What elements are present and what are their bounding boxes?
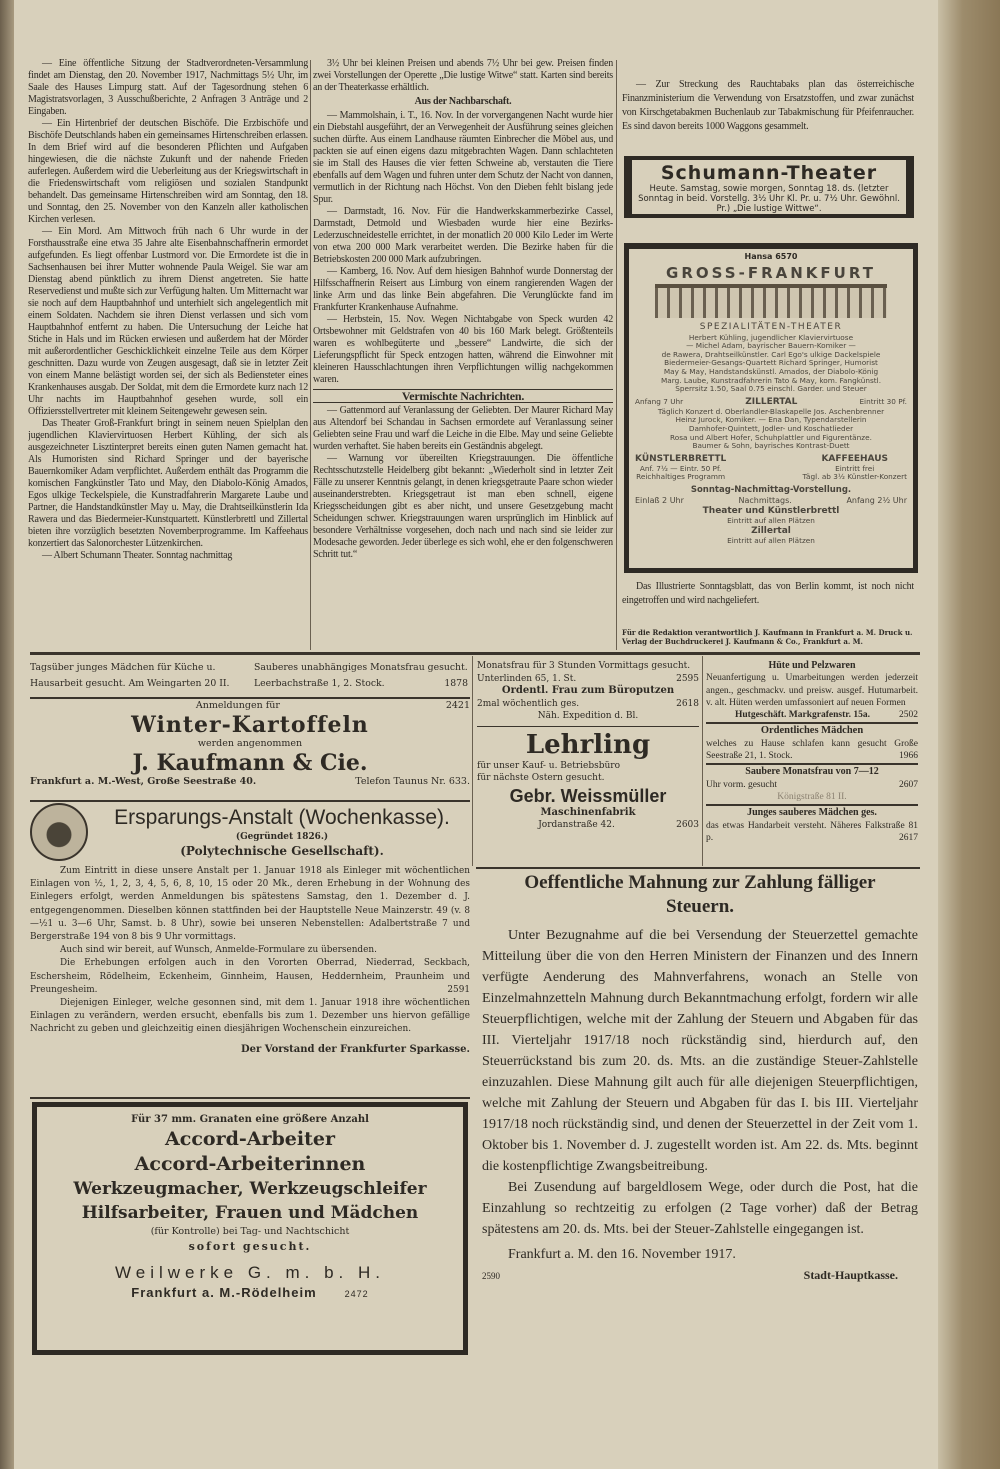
ad-lehrling-title: Lehrling <box>525 729 651 760</box>
phone-number: Hansa 6570 <box>744 252 798 261</box>
classified-monatsfrau <box>254 660 468 696</box>
ad-text: Hutgeschäft. Markgrafenstr. 15a. <box>734 710 870 721</box>
kuenstlerbrettl-info: Anf. 7½ — Eintr. 50 Pf. <box>639 463 722 473</box>
column-divider <box>702 656 703 866</box>
ad-text: Königstraße 81 II. <box>777 791 847 802</box>
program-line: Heinz Jurock, Komiker. — Ena Dan, Typendarstellerin <box>675 415 867 425</box>
page-binding-edge <box>938 0 1000 1469</box>
ad-text: Neuanfertigung u. Umarbeitungen werden jederzeit angen., geschmackv. und preisw. ausgef. Hutumarbeit. v. alt. Hüten werden umfassoniert auf neuen Formen <box>706 673 918 708</box>
ad-paragraph: Diejenigen Einleger, welche gesonnen sind, mit dem 1. Januar 1918 ihre wöchentlichen Einlagen zu verändern, werden ersucht, ebenfalls bis zum 1. Dezember uns hiervon gefällige Nachricht zu geben und gleichzeitig einen diesjährigen Wochenschein einzureichen. <box>30 998 470 1035</box>
ad-text: das etwas Handarbeit versteht. Näheres Falkstraße 81 p. <box>706 820 918 843</box>
article-rauchtabak: — Zur Streckung des Rauchtabaks plan das österreichische Finanzministerium die Verwendung von Ersatzstoffen, und zwar zunächst von Kirschgetabakmen Buchenlaub zur Tabakmischung für Pfeifenraucher. Es sind davon bereits 1000 Waggons gesammelt. <box>622 79 914 132</box>
article-stadtverordneten: — Eine öffentliche Sitzung der Stadtverordneten-Versammlung findet am Dienstag, den 20. November 1917, Nachmittags 5½ Uhr, im Saale des Hauses Limpurg statt. Auf der Tagesordnung stehen 6 Magistratsvorlagen, 3 Ausschußberichte, 2 Anfragen 3 Anträge und 2 Eingaben. <box>28 58 308 117</box>
kaffeehaus-info: Tägl. ab 3½ Künstler-Konzert <box>802 472 907 482</box>
ad-title: Ordentl. Frau zum Büroputzen <box>501 685 675 696</box>
ad-text: Maschinenfabrik <box>540 806 636 818</box>
ad-text: 2mal wöchentlich ges. <box>477 698 580 709</box>
ad-text: Uhr vorm. gesucht <box>706 779 777 790</box>
notice-sonntagsblatt <box>622 580 914 624</box>
notice-text: Das Illustrierte Sonntagsblatt, das von Berlin kommt, ist noch nicht eingetroffen und wird nachgeliefert. <box>622 581 914 606</box>
start-time: Anfang 2½ Uhr <box>846 495 907 505</box>
ad-weilwerke <box>32 1102 468 1355</box>
entry-info: Eintritt auf allen Plätzen <box>727 515 815 525</box>
ad-text: (für Kontrolle) bei Tag- und Nachtschicht <box>150 1226 350 1237</box>
theater-building-image <box>655 284 887 318</box>
ad-headline: Accord-Arbeiterinnen <box>134 1153 366 1175</box>
program-line: Baumer & Sohn, bayrisches Kontrast-Duett <box>692 441 850 451</box>
ad-title: Junges sauberes Mädchen ges. <box>747 807 877 819</box>
ad-text: sofort gesucht. <box>188 1240 312 1253</box>
ad-title: Ordentliches Mädchen <box>760 725 864 737</box>
ad-paragraph: Zum Eintritt in diese unsere Anstalt per 1. Januar 1918 als Einleger mit wöchentlichen Einlagen von ½, 1, 2, 3, 4, 5, 6, 8, 10, 15 oder 20 Mk., deren Erhebung in der Wohnung des Einlegers erfolgt, werden Anmeldungen bis spätestens Samstag, den 1. Dezember d. J. entgegengenommen. Dieselben können stattfinden bei der Hauptstelle Neue Mainzerstr. 49 (v. 8—½1 u. 3—6 Uhr, Samst. b. 8 Uhr), sowie bei unseren Nebenstellen: Adalbertstraße 7 und Bergerstraße 194 von 8 bis 9 Uhr vormittags. <box>30 866 470 943</box>
ad-text: Monatsfrau für 3 Stunden Vormittags gesucht. Unterlinden 65, 1. St. <box>477 661 691 684</box>
ad-society: (Polytechnische Gesellschaft). <box>180 844 384 859</box>
kaffeehaus-info: Eintritt frei <box>835 463 875 473</box>
notice-date: Frankfurt a. M. den 16. November 1917. <box>508 1247 736 1262</box>
ad-address: Jordanstraße 42. <box>538 820 615 830</box>
column-divider <box>616 60 617 650</box>
ad-title: Saubere Monatsfrau von 7—12 <box>745 766 879 778</box>
divider <box>30 800 470 802</box>
ad-title: Hüte und Pelzwaren <box>768 660 856 671</box>
article-schumann-continued: 3½ Uhr bei kleinen Preisen und abends 7½ Uhr bei gew. Preisen finden zwei Vorstellungen der Operette „Die lustige Witwe“ statt. Karten sind bereits an der Theaterkasse erhältlich. <box>313 58 613 93</box>
article-kriegstrauungen: — Warnung vor übereilten Kriegstrauungen. Die öffentliche Rechtsschutzstelle Heidelberg gibt bekannt: „Wiederholt sind in letzter Zeit Fälle zu unserer Kenntnis gelangt, in denen kriegsgetraute Paare schon wieder auseinanderstrebten. Kriegsgetraut ist man eben schnell, eigene Kriegsscheidungen gibt es aber nicht, und unsere Gesetzgebung macht Scheidungen schwer. Kriegstrauungen waren ursprünglich im Hinblick auf besondere Verhältnisse vorgesehen, doch nach und nach sind sie leider zur Modesache geworden. Jeder überlege es sich wohl, ehe er den folgenschweren Schritt tut.“ <box>313 453 613 560</box>
ad-number: 2502 <box>899 710 918 721</box>
article-gattenmord: — Gattenmord auf Veranlassung der Geliebten. Der Maurer Richard May aus Altendorf bei Schandau in Sachsen ermordete auf Veranlassung seiner Geliebten seine Frau und warf die Leiche in die Elbe. May und seine Geliebte wurden verhaftet. Sie haben bereits ein Geständnis abgelegt. <box>313 405 613 452</box>
ad-number: 2617 <box>899 832 918 843</box>
notice-signature: Stadt-Hauptkasse. <box>803 1268 898 1282</box>
column-ads <box>622 78 914 148</box>
program-line: Marg. Laube, Kunstradfahrerin Tato & May, kom. Fangkünstl. <box>660 375 882 385</box>
ad-firm: J. Kaufmann & Cie. <box>132 750 368 776</box>
ad-address: Frankfurt a. M.-Rödelheim <box>131 1285 317 1300</box>
kuenstlerbrettl-heading: KÜNSTLERBRETTL <box>635 453 727 464</box>
ad-text: für nächste Ostern gesucht. <box>477 773 605 783</box>
admission-time: Einlaß 2 Uhr <box>635 495 684 505</box>
ad-number: 2607 <box>899 779 918 790</box>
section-divider <box>30 652 920 655</box>
ad-text: für unser Kauf- u. Betriebsbüro <box>477 760 621 771</box>
ad-signature: Der Vorstand der Frankfurter Sparkasse. <box>240 1043 470 1055</box>
ad-paragraph: Die Erhebungen erfolgen auch in den Vororten Oberrad, Niederrad, Seckbach, Eschersheim, Rödelheim, Eckenheim, Ginnheim, Hausen, Heddernheim, Praunheim und Preungesheim. <box>30 958 470 995</box>
ad-text: Näh. Expedition d. Bl. <box>537 711 639 721</box>
ad-firm: Weilwerke G. m. b. H. <box>115 1263 385 1282</box>
program-line: Herbert Kühling, jugendlicher Klaviervirtuose <box>688 332 854 342</box>
column-regional-news <box>313 58 613 652</box>
heading: SPEZIALITÄTEN-THEATER <box>699 321 843 332</box>
zillertal-heading: Zillertal <box>751 525 791 536</box>
beehive-emblem-icon <box>30 803 88 861</box>
entry-price: Eintritt 30 Pf. <box>859 396 907 406</box>
program-line: de Rawera, Drahtseilkünstler. Carl Ego's ulkige Dackelspiele <box>661 349 881 359</box>
ad-text: Heute. Samstag, sowie morgen, Sonntag 18. ds. (letzter Sonntag in beid. Vorstellg. 3½ Uhr Kl. Pr. u. 7½ Uhr. Gewöhnl. Pr.) „Die lustige Wittwe“. <box>638 184 900 214</box>
ad-text: werden angenommen <box>197 738 303 749</box>
ad-number: 2618 <box>676 698 699 709</box>
program-line: Biedermeier-Gesangs-Quartett Richard Springer, Humorist <box>664 358 878 368</box>
section-heading-nachbarschaft: Aus der Nachbarschaft. <box>414 96 512 107</box>
ad-title: Winter-Kartoffeln <box>131 712 369 738</box>
page-left-edge <box>0 0 14 1469</box>
divider <box>30 1097 470 1099</box>
notice-paragraph: Unter Bezugnahme auf die bei Versendung der Steuerzettel gemachte Mitteilung über die von den Herren Ministern der Finanzen und des Innern verfügte Aenderung des Mahnverfahrens, wonach an Stelle von Einzelmahnzetteln Mahnung durch Bekanntmachung erfolgt, fordern wir alle Steuerpflichtigen, welche mit der Zahlung der Steuern und Abgaben für das III. Vierteljahr 1917/18 noch rückständig sind, hierdurch auf, den Steuerrückstand bis zum 20. ds. Mts. an die zuständige Steuer-Zahlstelle einzuzahlen. Diese Mahnung gilt auch für alle diejenigen Steuerpflichtigen, welche mit Zahlung der Steuern und Abgaben für das I. bis III. Vierteljahr 1917/18 noch rückständig sind, und denen der Steuerzettel in der Zeit vom 1. Oktober bis 1. November d. J. zugestellt worden ist. Am 22. ds. Mts. beginnt die kostenpflichtige Zwangsbeitreibung. <box>482 928 918 1174</box>
ad-number: 1878 <box>444 678 468 689</box>
ad-header <box>30 803 470 861</box>
ad-text: welches zu Hause schlafen kann gesucht Große Seestraße 21, 1. Stock. <box>706 738 918 762</box>
divider <box>476 867 920 869</box>
ad-title: Schumann-Theater <box>660 162 878 184</box>
ad-number: 1966 <box>899 751 918 762</box>
article-kamberg: — Kamberg, 16. Nov. Auf dem hiesigen Bahnhof wurde Donnerstag der Hilfsschaffnerin Reisert aus Limburg von einem rangierenden Wagen der linke Arm und das linke Bein abgefahren. Die Verunglückte fand im Frankfurter Krankenhause Aufnahme. <box>313 266 613 313</box>
sunday-show: Sonntag-Nachmittag-Vorstellung. <box>690 484 852 495</box>
logo: GROSS-FRANKFURT <box>666 263 876 282</box>
program-line: Täglich Konzert d. Oberlandler-Blaskapelle Jos. Aschenbrenner <box>657 406 885 416</box>
imprint: Für die Redaktion verantwortlich J. Kaufmann in Frankfurt a. M. Druck u. Verlag der Buchdruckerei J. Kaufmann & Co., Frankfurt a. M. <box>622 628 913 646</box>
ad-firm: Gebr. Weissmüller <box>509 785 667 806</box>
article-theater-gross-frankfurt: Das Theater Groß-Frankfurt bringt in seinem neuen Spielplan den jugendlichen Klaviervirtuosen Herbert Kühling, der sich als ausgezeichneter Lisztinterpret bereits einen guten Namen gemacht hat. Als Humoristen sind Richard Springer und der bayerische Bauernkomiker Adam verpflichtet. Außerdem enthält das Programm die komischen Fangkünstler Tato und May, den Diabolo-König Amados, Egos ulkige Teckelspiele, die Kunstradfahrerin Margarete Laube und Partner, die Handstandkünstler May u. May, die Drahtseilkünstlerin Ida Rawera und das Biedermeier-Kunstquartett. Künstlerbrettl und Zillertal bieten ihre vorzüglich besetzten Novemberprogramme. Im Kaffeehaus konzertiert das Salonorchester Lützenkirchen. <box>28 418 308 549</box>
start-time: Anfang 7 Uhr <box>635 396 684 406</box>
ad-headline: Werkzeugmacher, Werkzeugschleifer <box>73 1179 427 1199</box>
column-local-news <box>28 58 308 652</box>
entry-info: Eintritt auf allen Plätzen <box>727 535 815 545</box>
ad-winter-kartoffeln <box>30 700 470 797</box>
ad-ersparungs-anstalt <box>30 803 470 1095</box>
ad-phone: Telefon Taunus Nr. 633. <box>355 776 470 787</box>
zillertal-heading: ZILLERTAL <box>745 396 798 407</box>
kaffeehaus-heading: KAFFEEHAUS <box>821 453 888 464</box>
notice-number: 2590 <box>482 1271 500 1281</box>
notice-paragraph: Bei Zusendung auf bargeldlosem Wege, oder durch die Post, hat die Einzahlung so rechtzeitig zu erfolgen (2 Tage vorher) daß der Betrag spätestens am 20. ds. Mts. bei der Steuer-Zahlstelle eingegangen ist. <box>482 1180 918 1237</box>
classified-middle <box>477 660 699 865</box>
classified-right <box>706 660 918 866</box>
article-darmstadt: — Darmstadt, 16. Nov. Für die Handwerkskammerbezirke Cassel, Darmstadt, Detmold und Wiesbaden wurde hier eine Bezirks-Lederzuschneidestelle errichtet, in der monatlich 20 000 Kilo Leder im Werte von etwa 200 000 Mark verarbeitet werden. Die Bezirke haben für die Betriebskosten 200 000 Mark aufzubringen. <box>313 206 613 265</box>
program-line: May & May, Handstandskünstl. Amados, der Diabolo-König <box>663 366 879 376</box>
column-divider <box>472 656 473 866</box>
ad-text: Sauberes unabhängiges Monatsfrau gesucht. Leerbachstraße 1, 2. Stock. <box>254 662 468 689</box>
kuenstlerbrettl-info: Reichhaltiges Programm <box>636 472 726 482</box>
theater-heading: Theater und Künstlerbrettl <box>702 505 840 516</box>
ad-text: Für 37 mm. Granaten eine größere Anzahl <box>131 1114 369 1125</box>
ad-text: Anmeldungen für <box>195 700 280 711</box>
column-divider <box>310 60 311 650</box>
divider <box>30 697 470 699</box>
ad-headline: Accord-Arbeiter <box>165 1128 335 1150</box>
ad-gross-frankfurt <box>624 243 918 573</box>
article-mammolshain: — Mammolshain, i. T., 16. Nov. In der vorvergangenen Nacht wurde hier ein Diebstahl ausgeführt, der an Verwegenheit der Ausführung seines gleichen suchen dürfte. Aus einem Landhause räumten Einbrecher die Möbel aus, und packten sie auf einen eigens dazu mitgebrachten Wagen. Dann schlachteten sie im Stall des Hauses die vier fetten Schweine ab, verstauten die Tiere ebenfalls auf dem Wagen und fuhren unter dem Schutz der Nacht von dannen, vermutlich in der Richtung nach Höchst. Von den Dieben fehlt bislang jede Spur. <box>313 110 613 205</box>
ad-title: Ersparungs-Anstalt (Wochenkasse). <box>114 805 450 829</box>
program-line: — Michel Adam, bayrischer Bauern-Komiker — <box>686 341 856 351</box>
section-heading-vermischte: Vermischte Nachrichten. <box>313 389 613 403</box>
classified-kuechenmaedchen <box>30 660 250 696</box>
notice-steuer-mahnung <box>482 871 918 1375</box>
ad-paragraph: Auch sind wir bereit, auf Wunsch, Anmelde-Formulare zu übersenden. <box>60 945 377 956</box>
ad-schumann-theater <box>624 156 914 218</box>
program-line: Rosa und Albert Hofer, Schuhplattler und Figurentänze. <box>670 432 872 442</box>
afternoon-label: Nachmittags. <box>738 495 792 505</box>
article-mord: — Ein Mord. Am Mittwoch früh nach 6 Uhr wurde in der Forsthausstraße eine etwa 35 Jahre alte Eisenbahnschaffnerin ermordet aufgefunden. Es liegt offenbar Lustmord vor. Die Ermordete ist die in Sachsenhausen bei ihrer Mutter wohnende Paula Weigel. Sie war am Dienstag abend pünktlich zu ihrem Dienst angetreten. Sie hatte Reservedienst und mußte sich zur Verfügung halten. Um Mitternacht war sie noch auf dem Hauptbahnhof und unterhielt sich angelegentlich mit einem Soldaten. Nachdem sie ihren Dienst verlassen und sich vom Hauptbahnhof entfernt zu haben. Die Untersuchung der Leiche hat Stiche in Hals und im Rücken erwiesen und außerdem hat der Mörder mit außerordentlicher Geschicklichkeit einzelne Teile aus dem Körper geschnitten. Dazu wurde von Zeugen ausgesagt, daß sie in letzter Zeit von einem Manne belästigt worden sei, der sich als Bediensteter eines Krankenhauses ausgab. Der Soldat, mit dem die Ermordete kurz nach 12 Uhr nachts im Hauptbahnhof gesehen wurde, soll ein Offiziersstellvertreter mit kleinem Seitengewehr gewesen sein. <box>28 226 308 417</box>
ad-text: Tagsüber junges Mädchen für Küche u. Hausarbeit gesucht. Am Weingarten 20 II. <box>30 662 230 689</box>
ad-founded: (Gegründet 1826.) <box>235 831 329 842</box>
ad-address: Frankfurt a. M.-West, Große Seestraße 40. <box>30 776 257 787</box>
ad-number: 2595 <box>676 673 699 684</box>
notice-title: Oeffentliche Mahnung zur Zahlung fälliger Steuern. <box>524 872 876 917</box>
ad-headline: Hilfsarbeiter, Frauen und Mädchen <box>81 1203 419 1223</box>
article-herbstein: — Herbstein, 15. Nov. Wegen Nichtabgabe von Speck wurden 42 Ortsbewohner mit Geldstrafen von 40 bis 160 Mark belegt. Größtenteils waren es wohlbegüterte und „bessere“ Landwirte, die sich der Lieferungspflicht für Speck entzogen hatten, während die Einwohner mit kleineren Hausschlachtungen ihren Verpflichtungen willig nachgekommen waren. <box>313 314 613 385</box>
ad-number: 2421 <box>445 700 470 711</box>
ad-number: 2603 <box>676 820 699 830</box>
article-hirtenbrief: — Ein Hirtenbrief der deutschen Bischöfe. Die Erzbischöfe und Bischöfe Deutschlands haben ein gemeinsames Hirtenschreiben erlassen. In dem Brief wird auf die besonderen Pflichten und Aufgaben hingewiesen, die die nächste Zukunft und der nahende Frieden auferlegen. Außerdem wird die Ueberleitung aus der Kriegswirtschaft in die Friedenswirtschaft vom religiösen und sozialen Standpunkt behandelt. Das gemeinsame Hirtenschreiben wird am Sonntag, den 18. und Sonntag, den 25. November von den Kanzeln aller katholischen Kirchen verlesen. <box>28 118 308 225</box>
article-schumann-theater: — Albert Schumann Theater. Sonntag nachmittag <box>42 550 233 561</box>
ad-number: 2472 <box>344 1289 369 1299</box>
ad-number: 2591 <box>447 984 470 995</box>
program-line: Sperrsitz 1.50, Saal 0.75 einschl. Garder. und Steuer <box>675 384 867 394</box>
program-line: Damhofer-Quintett, Jodler- und Koschatlieder <box>688 423 854 433</box>
